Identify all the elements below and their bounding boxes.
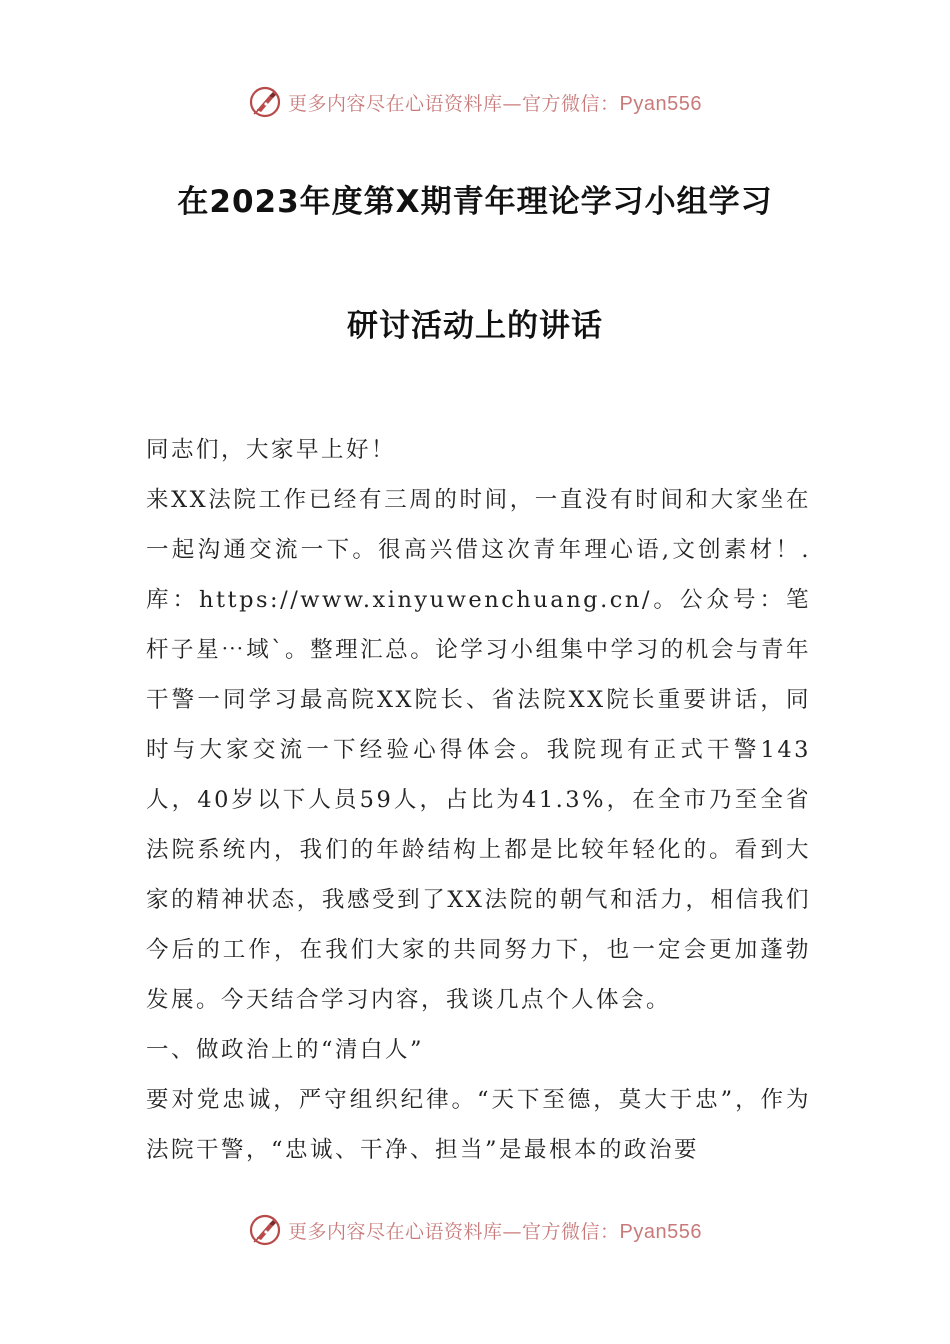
footer-watermark <box>0 1208 950 1252</box>
watermark-text: 更多内容尽在心语资料库—官方微信：Pyan556 <box>288 92 702 115</box>
document-title-line-1: 在2023年度第X期青年理论学习小组学习 <box>177 184 773 220</box>
intro-paragraph: 来XX法院工作已经有三周的时间，一直没有时间和大家坐在一起沟通交流一下。很高兴借这次青年理心语,文创素材！.库：https://www.xinyuwenchuang.cn/。公众号：笔杆子星⋯域`。整理汇总。论学习小组集中学习的机会与青年干警一同学习最高院XX院长、省法院XX院长重要讲话，同时与大家交流一下经验心得体会。我院现有正式干警143人，40岁以下人员59人，占比为41.3%，在全市乃至全省法院系统内，我们的年龄结构上都是比较年轻化的。看到大家的精神状态，我感受到了XX法院的朝气和活力，相信我们今后的工作，在我们大家的共同努力下，也一定会更加蓬勃发展。今天结合学习内容，我谈几点个人体会。 <box>146 487 811 1013</box>
section-paragraph: 要对党忠诚，严守组织纪律。“天下至德，莫大于忠”，作为法院干警，“忠诚、干净、担当”是最根本的政治要 <box>146 1087 811 1163</box>
watermark-text: 更多内容尽在心语资料库—官方微信：Pyan556 <box>288 1220 702 1243</box>
header-watermark <box>0 80 950 124</box>
greeting-paragraph: 同志们，大家早上好！ <box>146 437 397 463</box>
document-title-line-2: 研讨活动上的讲话 <box>347 308 603 344</box>
pen-nib-logo-icon <box>248 1213 282 1247</box>
document-body <box>146 425 811 1175</box>
pen-nib-logo-icon <box>248 85 282 119</box>
section-heading: 一、做政治上的“清白人” <box>146 1037 425 1063</box>
